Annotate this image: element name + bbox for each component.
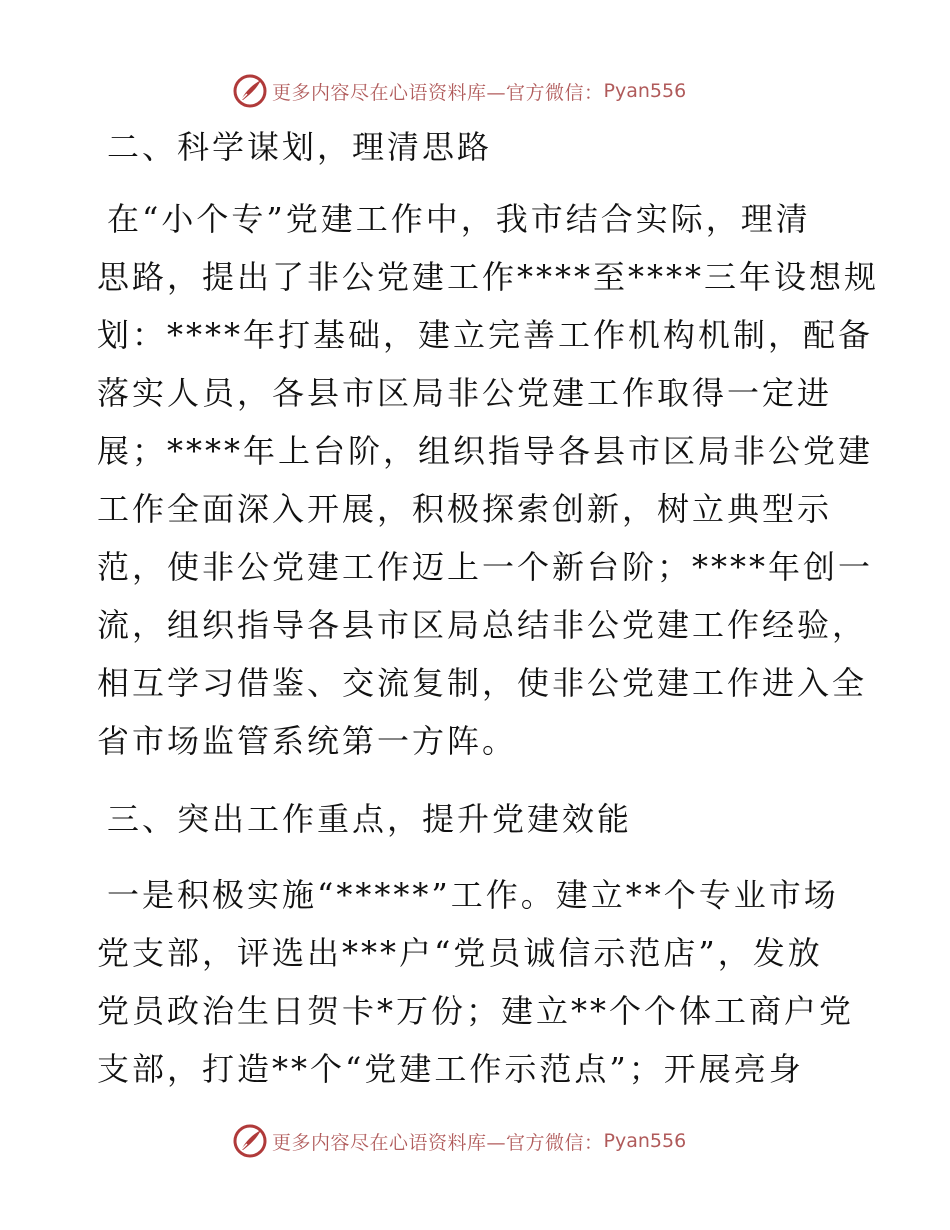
paragraph-line: 落实人员，各县市区局非公党建工作取得一定进 (97, 374, 833, 412)
watermark-wechat-id: Pyan556 (603, 80, 687, 102)
paragraph-line: 支部，打造**个“党建工作示范点”；开展亮身 (97, 1050, 804, 1088)
watermark-wechat-id: Pyan556 (603, 1130, 687, 1152)
quill-logo-icon (232, 1123, 268, 1159)
section-paragraph-3 (97, 866, 857, 1098)
section-paragraph-2 (97, 190, 880, 770)
paragraph-line: 省市场监管系统第一方阵。 (97, 722, 518, 760)
paragraph-line: 流，组织指导各县市区局总结非公党建工作经验， (97, 606, 868, 644)
quill-logo-icon (232, 73, 268, 109)
paragraph-line: 工作全面深入开展，积极探索创新，树立典型示 (97, 490, 833, 528)
paragraph-line: 党支部，评选出***户“党员诚信示范店”，发放 (97, 934, 823, 972)
section-heading-3 (107, 790, 867, 848)
heading-text: 三、突出工作重点，提升党建效能 (107, 800, 633, 838)
heading-text: 二、科学谋划，理清思路 (107, 128, 493, 166)
paragraph-line: 划：****年打基础，建立完善工作机构机制，配备 (97, 316, 874, 354)
watermark-text: 更多内容尽在心语资料库—官方微信： (272, 1131, 604, 1154)
section-heading-2 (107, 118, 867, 176)
watermark-text: 更多内容尽在心语资料库—官方微信： (272, 81, 604, 104)
paragraph-line: 在“小个专”党建工作中，我市结合实际，理清 (107, 200, 811, 238)
paragraph-line: 一是积极实施“*****”工作。建立**个专业市场 (107, 876, 839, 914)
footer-watermark (232, 1121, 686, 1161)
header-watermark (232, 71, 686, 111)
paragraph-line: 相互学习借鉴、交流复制，使非公党建工作进入全 (97, 664, 868, 702)
paragraph-line: 党员政治生日贺卡*万份；建立**个个体工商户党 (97, 992, 855, 1030)
paragraph-line: 展；****年上台阶，组织指导各县市区局非公党建 (97, 432, 874, 470)
paragraph-line: 范，使非公党建工作迈上一个新台阶；****年创一 (97, 548, 874, 586)
paragraph-line: 思路，提出了非公党建工作****至****三年设想规 (97, 258, 880, 296)
